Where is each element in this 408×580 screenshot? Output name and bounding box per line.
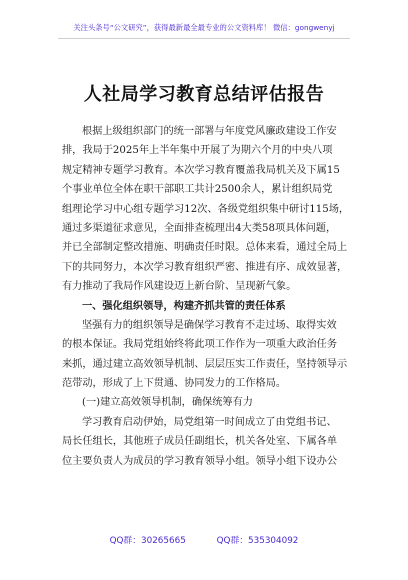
paragraph-line: 下的共同努力，本次学习教育组织严密、推进有序、成效显著， [62, 261, 348, 273]
paragraph-line: 个事业单位全体在职干部职工共计2500余人，累计组织局党 [62, 184, 333, 196]
paragraph-line: 的根本保证。我局党组始终将此项工作作为一项重大政治任务 [62, 339, 338, 351]
footer [0, 533, 408, 546]
paragraph-line: 局长任组长，其他班子成员任副组长，机关各处室、下属各单 [62, 436, 338, 448]
paragraph-line: 并已全部制定整改措施、明确责任时限。总体来看，通过全局上 [62, 242, 348, 254]
paragraph-line: 根据上级组织部门的统一部署与年度党风廉政建设工作安 [82, 126, 337, 137]
footer-qq-group-1: QQ群：30265665 [109, 536, 186, 546]
header-divider [58, 38, 350, 39]
paragraph-line: 坚强有力的组织领导是确保学习教育不走过场、取得实效 [82, 319, 337, 331]
paragraph-line: 排，我局于2025年上半年集中开展了为期六个月的中央八项 [62, 145, 333, 157]
paragraph-line: 通过多渠道征求意见，全面排查梳理出4大类58项具体问题， [62, 222, 337, 234]
paragraph-line: 位主要负责人为成员的学习教育领导小组。领导小组下设办公 [62, 455, 338, 467]
footer-qq-group-2: QQ群：535304092 [216, 536, 299, 546]
paragraph-line: 规定精神专题学习教育。本次学习教育覆盖我局机关及下属15 [62, 164, 340, 176]
document-title: 人社局学习教育总结评估报告 [83, 84, 325, 105]
document-body [62, 122, 354, 471]
section-heading: 一、强化组织领导，构建齐抓共管的责任体系 [82, 300, 286, 312]
paragraph-line: 范带动，形成了上下贯通、协同发力的工作格局。 [62, 378, 287, 390]
paragraph-line: 组理论学习中心组专题学习12次、各级党组织集中研讨115场， [62, 203, 350, 215]
paragraph-line: 学习教育启动伊始，局党组第一时间成立了由党组书记、 [82, 416, 337, 428]
top-banner: 关注头条号“公文研究”，获得最新最全最专业的公文资料库！ 微信：gongwenyj [73, 23, 335, 32]
paragraph-line: 有力推动了我局作风建设迈上新台阶、呈现新气象。 [62, 281, 297, 293]
paragraph-line: (一)建立高效领导机制，确保统筹有力 [82, 397, 253, 409]
paragraph-line: 来抓，通过建立高效领导机制、层层压实工作责任，坚持领导示 [62, 358, 348, 370]
